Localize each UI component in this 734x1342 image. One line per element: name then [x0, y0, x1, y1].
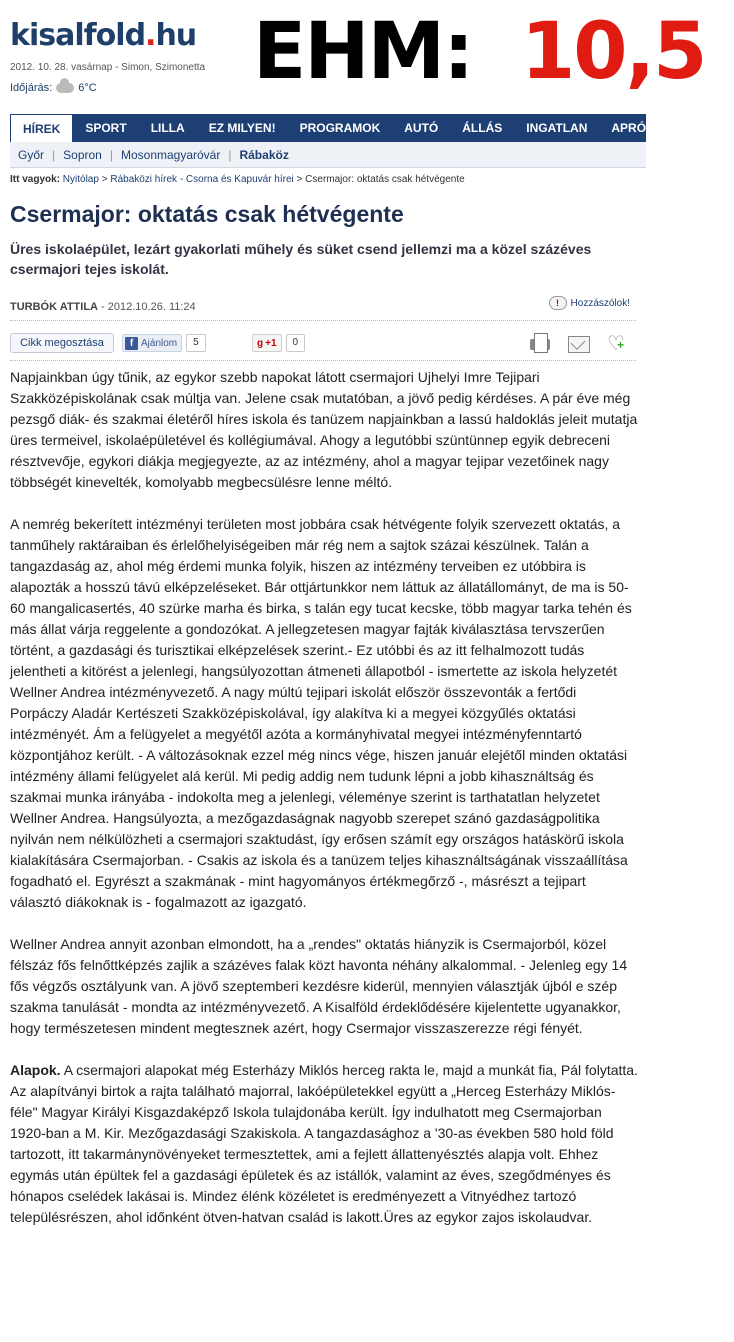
article-paragraph: A nemrég bekerített intézményi területen most jobbára csak hétvégente folyik szervezett oktatás, a tanműhely raktáraiban és érlelőhelyiségeiben már rég nem a sajtok százai készülnek. Talán a tangazdaság az, ahol még érdemi munka folyik, hiszen az intézmény terveiben ez utóbbira is alapozták a hosszú távú elképzeléseket. Bár ottjártunkkor nem láttuk az állatállományt, de ma is 50-60 mangalicasertés, 40 szürke marha és birka, s talán egy tucat kecske, több magyar tarka tehén és más állat várja reggelente a gondozókat. A jellegzetesen magyar fajták kiválasztása tervszerűen történt, a gazdasági és turisztikai elképzelések szerint.- Ez utóbbi és az itt felhalmozott tudás jelentheti a kitörést a jelenlegi, hangsúlyozottan átmeneti állapotból - ismertette az iskola helyzetét Wellner Andrea intézményvezető. A nagy múltú tejipari iskolát először összevonták a fertődi Porpáczy Aladár Kertészeti Szakközépiskolával, így alakítva ki a megyei közgyűlés oktatási intézményét. Ám a felügyelet a megyétől azóta a kormányhivatal megyei intézményfenntartó központjához került. - A változásoknak ezzel még nincs vége, hiszen január elejétől minden oktatási intézmény állami felügyelet alá kerül. Mi pedig addig nem tudunk lépni a jobb kihasználtság és szakmai munka irányába - indokolta meg a jelenlegi, véleménye szerint is tarthatatlan helyzetet Wellner Andrea. Hangsúlyozta, a mezőgazdaságnak nagyobb szerepet szánó gazdaságpolitika nyilván nem nélkülözheti a csermajori szaktudást, így erősen számít egy országos hatáskörű iskola kialakítására Csermajorban. - Csakis az iskola és a tanüzem teljes kihasználtságának visszaállítása fogadható el. Egyrészt a szakmának - mint hagyományos értékmegőrző -, másrészt a tejipart választó diákoknak is - fogalmazott az igazgató. — [10, 516, 632, 910]
comment-label: Hozzászólok! — [570, 297, 630, 309]
divider — [10, 320, 636, 321]
banner-number: 10,5 — [521, 7, 706, 97]
info-box-title: Alapok. — [10, 1062, 61, 1078]
breadcrumb-label: Itt vagyok: — [10, 174, 61, 185]
byline-dash: - — [101, 301, 108, 313]
google-plus-label: +1 — [265, 337, 277, 349]
divider — [10, 360, 636, 361]
breadcrumb-separator: > — [296, 174, 303, 185]
article-date: 2012.10.26. 11:24 — [107, 301, 196, 313]
article-paragraph: Wellner Andrea annyit azonban elmondott, ha a „rendes" oktatás hiányzik is Csermajorból, közel félszáz fős felnőttképzés zajlik a százéves falak közt havonta néhány alkalommal. - Jelenleg egy 14 fős végzős osztályunk van. A jövő szeptemberi kezdésre kiderül, mennyien választják újból e szép szakma tanulását - mondta az intézményvezető. A Kisalföld érdeklődésére kijelentette ugyanakkor, hogy természetesen mindent megtesznek azért, hogy Csermajor visszaszerezze régi fényét. — [10, 936, 628, 1036]
facebook-like-count: 5 — [186, 334, 206, 352]
breadcrumb-section[interactable]: Rábaközi hírek - Csorna és Kapuvár hírei — [110, 174, 294, 185]
subnav-separator: | — [228, 147, 232, 162]
article-body — [10, 367, 638, 1228]
google-plus-button[interactable] — [252, 334, 282, 352]
article-lead: Üres iskolaépület, lezárt gyakorlati műhely és süket csend jellemzi ma a közel százéves csermajori tejes iskolát. — [10, 241, 592, 277]
nav-item-cegreg[interactable]: CÉGREG — [670, 121, 723, 135]
google-plus-icon: g — [257, 337, 264, 349]
info-box-text: A csermajori alapokat még Esterházy Miklós herceg rakta le, majd a munkát fia, Pál folytatta. Az alapítványi birtok a rajta található majorral, lakóépületekkel együtt a „Herceg Esterházy Miklós-féle" Magyar Királyi Kisgazdaképző Iskola tulajdonába került. Így indulhatott meg Csermajorban 1920-ban a M. Kir. Mezőgazdasági Szakiskola. A tangazdasághoz a '30-as években 580 hold föld tartozott, itt takarmánynövényeket termesztettek, ami a fejlett állattenyésztés alapja volt. Ehhez egymás után épültek fel a gazdasági épületek és az istállók, valamint az éves, szegődményes és hónapos cselédek lakásai is. Mindez élénk közéletet is eredményezett a Vitnyédhez tartozó településrészen, ahol időnként ötven-hatvan család is lakott.Üres az egykor zajos iskolaudvar. — [10, 1062, 638, 1225]
cloud-icon — [56, 83, 74, 93]
dateline: 2012. 10. 28. vasárnap - Simon, Szimonetta — [10, 62, 206, 73]
comment-bubble-icon: ! — [549, 296, 567, 310]
nav-item-auto[interactable]: AUTÓ — [404, 121, 439, 135]
nav-item-sport[interactable]: SPORT — [85, 121, 127, 135]
article-tools — [528, 331, 628, 355]
subnav-item-rabakoz[interactable]: Rábaköz — [239, 147, 289, 162]
nav-item-ez-milyen[interactable]: EZ MILYEN! — [208, 121, 276, 135]
breadcrumb-home[interactable]: Nyitólap — [62, 174, 99, 185]
ad-banner[interactable] — [253, 0, 706, 104]
article-title: Csermajor: oktatás csak hétvégente — [10, 201, 404, 227]
google-plus — [252, 333, 305, 353]
weather-label: Időjárás: — [10, 82, 53, 94]
share-button[interactable]: Cikk megosztása — [10, 333, 114, 353]
facebook-like — [122, 333, 206, 353]
subnav-separator: | — [52, 147, 56, 162]
main-nav — [10, 114, 723, 142]
nav-item-hirek[interactable]: HÍREK — [10, 114, 73, 144]
facebook-icon: f — [125, 337, 138, 350]
breadcrumb — [10, 174, 465, 185]
email-icon[interactable] — [566, 331, 590, 355]
info-box — [10, 1060, 638, 1228]
site-logo[interactable]: kisalfold.hu — [10, 18, 197, 53]
subnav-item-gyor[interactable]: Győr — [18, 147, 45, 162]
banner-text: EHM: — [253, 7, 473, 97]
print-icon[interactable] — [528, 331, 552, 355]
sub-nav — [10, 142, 646, 168]
google-plus-count: 0 — [286, 334, 306, 352]
nav-item-ingatlan[interactable]: INGATLAN — [526, 121, 588, 135]
subnav-separator: | — [109, 147, 113, 162]
subnav-item-sopron[interactable]: Sopron — [63, 147, 102, 162]
article-paragraph: Napjainkban úgy tűnik, az egykor szebb napokat látott csermajori Ujhelyi Imre Tejipari Szakközépiskolának csak múltja van. Jelene csak mutatóban, a jövő pedig kérdéses. A pár éve még pezsgő diák- és szakmai életéről híres iskola és tanüzem napjainkban a lassú haldoklás jeleit mutatja üres termeivel, iskolaépületével és kollégiumával. Ahogy a legutóbbi szüntünnep egyik debreceni résztvevője, egykori diákja megjegyezte, az az intézmény, ahol a magyar tejipar vezetőinek nagy többségét kinevelték, komolyabb megbecsülésre lenne méltó. — [10, 369, 638, 490]
breadcrumb-current: Csermajor: oktatás csak hétvégente — [305, 174, 465, 185]
nav-item-allas[interactable]: ÁLLÁS — [462, 121, 503, 135]
facebook-like-label: Ajánlom — [141, 337, 178, 349]
facebook-like-button[interactable] — [122, 334, 182, 352]
comment-link[interactable] — [549, 296, 630, 310]
nav-item-programok[interactable]: PROGRAMOK — [299, 121, 381, 135]
subnav-item-mosonmagyarovar[interactable]: Mosonmagyaróvár — [120, 147, 221, 162]
weather-temp: 6°C — [78, 82, 97, 94]
breadcrumb-separator: > — [101, 174, 108, 185]
byline — [10, 301, 196, 313]
author-name[interactable]: TURBÓK ATTILA — [10, 301, 98, 313]
nav-item-lilla[interactable]: LILLA — [150, 121, 185, 135]
weather[interactable] — [10, 82, 97, 94]
add-favorite-icon[interactable] — [604, 331, 628, 355]
nav-item-apro[interactable]: APRÓ — [611, 121, 647, 135]
share-row — [10, 331, 636, 357]
